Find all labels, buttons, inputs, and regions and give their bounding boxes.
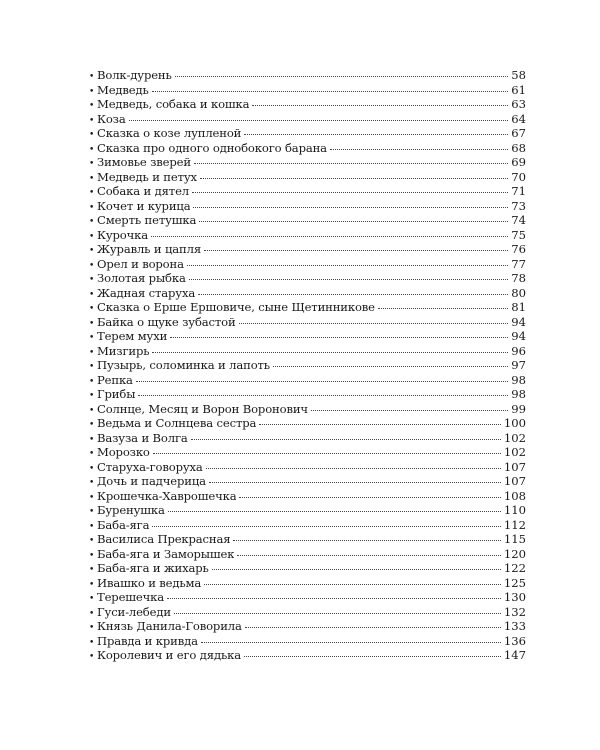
dot-leader bbox=[244, 656, 501, 657]
toc-entry-title: Коза bbox=[97, 111, 126, 126]
toc-entry bbox=[89, 329, 526, 344]
toc-entry-title: Байка о щуке зубастой bbox=[97, 314, 236, 329]
toc-entry-page-number: 96 bbox=[511, 343, 526, 358]
bullet: • bbox=[89, 449, 95, 459]
toc-entry bbox=[89, 373, 526, 388]
toc-entry-page-number: 61 bbox=[511, 82, 526, 97]
toc-entry-page-number: 125 bbox=[503, 575, 526, 590]
toc-entry-page-number: 136 bbox=[503, 633, 526, 648]
bullet: • bbox=[89, 492, 95, 503]
dot-leader bbox=[244, 134, 508, 135]
bullet: • bbox=[89, 86, 95, 97]
toc-entry-page-number: 120 bbox=[503, 546, 526, 561]
toc-entry-title: Баба-яга bbox=[97, 517, 150, 532]
toc-entry bbox=[89, 387, 526, 402]
toc-entry bbox=[89, 155, 526, 170]
toc-entry-title: Репка bbox=[97, 372, 133, 387]
dot-leader bbox=[239, 497, 500, 498]
dot-leader bbox=[378, 308, 508, 309]
toc-entry-page-number: 98 bbox=[511, 372, 526, 387]
toc-entry-title: Старуха-говоруха bbox=[97, 459, 203, 474]
toc-entry-page-number: 81 bbox=[511, 300, 526, 314]
toc-entry-title: Правда и кривда bbox=[97, 633, 198, 648]
bullet: • bbox=[89, 72, 95, 82]
toc-entry-title: Собака и дятел bbox=[97, 184, 189, 198]
toc-entry-title: Медведь, собака и кошка bbox=[97, 97, 250, 111]
bullet: • bbox=[89, 115, 95, 126]
toc-entry bbox=[89, 532, 526, 547]
dot-leader bbox=[273, 366, 508, 367]
toc-entry-title: Грибы bbox=[97, 387, 136, 401]
toc-entry bbox=[89, 619, 526, 634]
dot-leader bbox=[245, 627, 501, 628]
toc-entry-page-number: 108 bbox=[503, 488, 526, 503]
bullet: • bbox=[89, 362, 95, 372]
toc-entry-title: Терешечка bbox=[97, 590, 164, 604]
bullet: • bbox=[89, 652, 95, 662]
toc-entry-title: Волк-дурень bbox=[97, 68, 172, 82]
toc-entry bbox=[89, 518, 526, 533]
toc-entry-page-number: 102 bbox=[503, 445, 526, 459]
toc-entry-page-number: 100 bbox=[503, 416, 526, 430]
toc-entry-page-number: 80 bbox=[511, 285, 526, 300]
bullet: • bbox=[89, 507, 95, 517]
dot-leader bbox=[233, 540, 500, 541]
toc-entry-title: Князь Данила-Говорила bbox=[97, 619, 242, 633]
toc-entry-page-number: 110 bbox=[503, 503, 526, 517]
toc-entry-page-number: 78 bbox=[511, 271, 526, 285]
toc-entry-page-number: 71 bbox=[511, 184, 526, 198]
dot-leader bbox=[259, 424, 501, 425]
toc-entry-title: Орел и ворона bbox=[97, 256, 184, 271]
dot-leader bbox=[194, 163, 508, 164]
toc-entry bbox=[89, 199, 526, 214]
toc-entry-title: Ведьма и Солнцева сестра bbox=[97, 416, 257, 430]
dot-leader bbox=[152, 352, 508, 353]
toc-entry-title: Смерть петушка bbox=[97, 213, 197, 227]
bullet: • bbox=[89, 217, 95, 227]
toc-entry-page-number: 70 bbox=[511, 169, 526, 184]
bullet: • bbox=[89, 579, 95, 590]
bullet: • bbox=[89, 405, 95, 416]
toc-entry-page-number: 58 bbox=[511, 68, 526, 82]
bullet: • bbox=[89, 188, 95, 198]
toc-entry bbox=[89, 97, 526, 112]
toc-entry bbox=[89, 576, 526, 591]
table-of-contents bbox=[89, 68, 526, 663]
toc-entry-title: Морозко bbox=[97, 445, 150, 459]
bullet: • bbox=[89, 304, 95, 314]
toc-entry bbox=[89, 561, 526, 576]
toc-entry-title: Крошечка-Хаврошечка bbox=[97, 488, 237, 503]
dot-leader bbox=[330, 149, 508, 150]
toc-entry-title: Баба-яга и жихарь bbox=[97, 561, 209, 575]
toc-entry bbox=[89, 474, 526, 489]
bullet: • bbox=[89, 202, 95, 213]
bullet: • bbox=[89, 623, 95, 633]
bullet: • bbox=[89, 594, 95, 604]
toc-entry bbox=[89, 170, 526, 185]
toc-entry bbox=[89, 489, 526, 504]
toc-entry-title: Зимовье зверей bbox=[97, 155, 191, 169]
toc-entry-title: Королевич и его дядька bbox=[97, 648, 241, 662]
toc-entry-page-number: 132 bbox=[503, 604, 526, 619]
toc-entry bbox=[89, 445, 526, 460]
toc-entry bbox=[89, 286, 526, 301]
toc-entry-page-number: 73 bbox=[511, 198, 526, 213]
toc-entry bbox=[89, 315, 526, 330]
bullet: • bbox=[89, 246, 95, 256]
toc-entry-page-number: 99 bbox=[511, 401, 526, 416]
dot-leader bbox=[193, 207, 508, 208]
toc-entry-title: Солнце, Месяц и Ворон Воронович bbox=[97, 401, 308, 416]
dot-leader bbox=[239, 323, 509, 324]
toc-entry bbox=[89, 402, 526, 417]
dot-leader bbox=[151, 236, 508, 237]
toc-entry-page-number: 75 bbox=[511, 227, 526, 242]
toc-entry-title: Баба-яга и Заморышек bbox=[97, 546, 235, 561]
dot-leader bbox=[129, 120, 509, 121]
toc-entry-page-number: 107 bbox=[503, 459, 526, 474]
dot-leader bbox=[187, 265, 508, 266]
toc-entry bbox=[89, 242, 526, 257]
dot-leader bbox=[252, 105, 508, 106]
toc-entry-page-number: 147 bbox=[503, 648, 526, 662]
toc-entry-page-number: 115 bbox=[503, 532, 526, 546]
dot-leader bbox=[311, 410, 508, 411]
toc-entry-page-number: 97 bbox=[511, 358, 526, 372]
bullet: • bbox=[89, 260, 95, 271]
toc-entry bbox=[89, 141, 526, 156]
bullet: • bbox=[89, 275, 95, 285]
toc-entry-title: Василиса Прекрасная bbox=[97, 532, 231, 546]
bullet: • bbox=[89, 478, 95, 488]
toc-entry bbox=[89, 605, 526, 620]
bullet: • bbox=[89, 231, 95, 242]
toc-entry-title: Сказка о Ерше Ершовиче, сыне Щетинникове bbox=[97, 300, 375, 314]
toc-entry-page-number: 94 bbox=[511, 329, 526, 343]
toc-entry-page-number: 102 bbox=[503, 430, 526, 445]
toc-entry-title: Кочет и курица bbox=[97, 198, 191, 213]
toc-entry-title: Золотая рыбка bbox=[97, 271, 186, 285]
toc-entry bbox=[89, 83, 526, 98]
dot-leader bbox=[198, 294, 508, 295]
toc-entry bbox=[89, 300, 526, 315]
dot-leader bbox=[201, 642, 501, 643]
bullet: • bbox=[89, 289, 95, 300]
toc-entry-title: Буренушка bbox=[97, 503, 165, 517]
toc-entry bbox=[89, 634, 526, 649]
dot-leader bbox=[136, 381, 508, 382]
dot-leader bbox=[167, 598, 501, 599]
dot-leader bbox=[191, 439, 501, 440]
dot-leader bbox=[206, 468, 501, 469]
dot-leader bbox=[204, 250, 508, 251]
toc-entry-page-number: 74 bbox=[511, 213, 526, 227]
toc-entry-page-number: 112 bbox=[503, 517, 526, 532]
toc-entry-title: Жадная старуха bbox=[97, 285, 196, 300]
toc-entry-page-number: 130 bbox=[503, 590, 526, 604]
dot-leader bbox=[200, 178, 508, 179]
toc-entry-title: Пузырь, соломинка и лапоть bbox=[97, 358, 270, 372]
bullet: • bbox=[89, 608, 95, 619]
dot-leader bbox=[138, 395, 508, 396]
toc-entry-page-number: 64 bbox=[511, 111, 526, 126]
bullet: • bbox=[89, 130, 95, 140]
toc-entry-page-number: 94 bbox=[511, 314, 526, 329]
toc-entry bbox=[89, 271, 526, 286]
bullet: • bbox=[89, 101, 95, 111]
bullet: • bbox=[89, 521, 95, 532]
bullet: • bbox=[89, 333, 95, 343]
bullet: • bbox=[89, 434, 95, 445]
bullet: • bbox=[89, 144, 95, 155]
toc-entry-title: Терем мухи bbox=[97, 329, 168, 343]
dot-leader bbox=[199, 221, 508, 222]
toc-entry-page-number: 67 bbox=[511, 126, 526, 140]
toc-entry-title: Сказка о козе лупленой bbox=[97, 126, 242, 140]
toc-entry-page-number: 98 bbox=[511, 387, 526, 401]
toc-entry bbox=[89, 228, 526, 243]
toc-entry-title: Медведь и петух bbox=[97, 169, 197, 184]
toc-entry-page-number: 76 bbox=[511, 242, 526, 256]
toc-entry bbox=[89, 416, 526, 431]
toc-entry-title: Курочка bbox=[97, 227, 148, 242]
bullet: • bbox=[89, 463, 95, 474]
toc-entry-title: Дочь и падчерица bbox=[97, 474, 206, 488]
bullet: • bbox=[89, 376, 95, 387]
bullet: • bbox=[89, 536, 95, 546]
toc-entry bbox=[89, 344, 526, 359]
bullet: • bbox=[89, 159, 95, 169]
bullet: • bbox=[89, 173, 95, 184]
toc-entry bbox=[89, 503, 526, 518]
toc-entry bbox=[89, 213, 526, 228]
dot-leader bbox=[204, 584, 501, 585]
dot-leader bbox=[152, 91, 509, 92]
dot-leader bbox=[209, 482, 501, 483]
toc-entry bbox=[89, 126, 526, 141]
toc-entry-page-number: 77 bbox=[511, 256, 526, 271]
toc-entry bbox=[89, 431, 526, 446]
toc-entry-page-number: 69 bbox=[511, 155, 526, 169]
toc-entry-page-number: 63 bbox=[511, 97, 526, 111]
toc-entry bbox=[89, 68, 526, 83]
toc-entry bbox=[89, 257, 526, 272]
toc-entry bbox=[89, 590, 526, 605]
dot-leader bbox=[153, 453, 501, 454]
dot-leader bbox=[212, 569, 501, 570]
bullet: • bbox=[89, 391, 95, 401]
toc-entry bbox=[89, 460, 526, 475]
bullet: • bbox=[89, 420, 95, 430]
dot-leader bbox=[168, 511, 501, 512]
bullet: • bbox=[89, 637, 95, 648]
toc-entry-page-number: 68 bbox=[511, 140, 526, 155]
toc-entry-title: Мизгирь bbox=[97, 343, 150, 358]
bullet: • bbox=[89, 318, 95, 329]
toc-entry bbox=[89, 112, 526, 127]
dot-leader bbox=[175, 76, 509, 77]
toc-entry-page-number: 107 bbox=[503, 474, 526, 488]
dot-leader bbox=[174, 613, 501, 614]
toc-entry-page-number: 133 bbox=[503, 619, 526, 633]
dot-leader bbox=[189, 279, 509, 280]
toc-entry-title: Вазуза и Волга bbox=[97, 430, 188, 445]
toc-entry-title: Медведь bbox=[97, 82, 149, 97]
toc-entry bbox=[89, 358, 526, 373]
dot-leader bbox=[170, 337, 508, 338]
toc-entry-title: Ивашко и ведьма bbox=[97, 575, 202, 590]
toc-entry-title: Гуси-лебеди bbox=[97, 604, 171, 619]
toc-entry-title: Журавль и цапля bbox=[97, 242, 202, 256]
toc-entry-page-number: 122 bbox=[503, 561, 526, 575]
toc-entry bbox=[89, 184, 526, 199]
toc-entry-title: Сказка про одного однобокого барана bbox=[97, 140, 327, 155]
bullet: • bbox=[89, 550, 95, 561]
bullet: • bbox=[89, 565, 95, 575]
dot-leader bbox=[237, 555, 501, 556]
bullet: • bbox=[89, 347, 95, 358]
dot-leader bbox=[152, 526, 501, 527]
toc-entry bbox=[89, 547, 526, 562]
dot-leader bbox=[192, 192, 508, 193]
toc-entry bbox=[89, 648, 526, 663]
